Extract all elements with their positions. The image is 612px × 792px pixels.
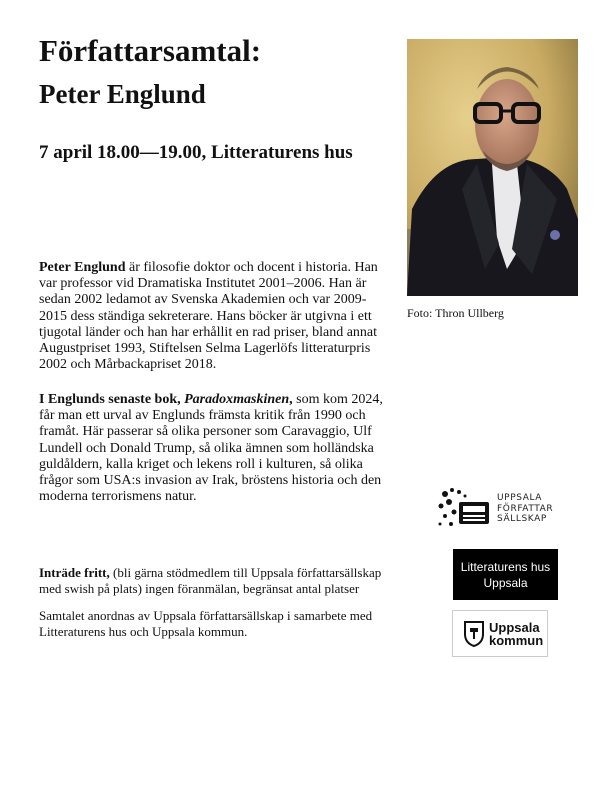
logo-line-sallskap: SÄLLSKAP (497, 514, 547, 524)
organizer-info: Samtalet anordnas av Uppsala författarsällskap i samarbete med Litteraturens hus och Uppsala kommun. (39, 608, 373, 639)
logo-line-forfattar: FÖRFATTAR (497, 503, 554, 514)
logo-line-uppsala: UPPSALA (497, 493, 543, 503)
entry-free-label: Inträde fritt, (39, 565, 110, 580)
typewriter-icon (437, 484, 493, 530)
entry-info (39, 565, 389, 596)
page-title: Författarsamtal: (39, 33, 262, 68)
book-title: Paradoxmaskinen (184, 392, 290, 407)
event-date-location: 7 april 18.00—19.00, Litteraturens hus (39, 142, 353, 163)
litteraturens-hus-logo (453, 549, 558, 600)
book-description (39, 392, 384, 505)
bio-text: är filosofie doktor och docent i historia. Han var professor vid Dramatiska Institutet 2001–2006. Han är sedan 2002 ledamot av Svenska Akademien och var 2009-2015 dess ständiga sekreterare. Hans böcker är utgivna i ett tjugotal länder och han har erhållit en rad priser, bland annat Augustpriset 1993, Stiftelsen Selma Lagerlöfs litteraturpris 2002 och Mårbackapriset 2018. (39, 260, 378, 373)
book-text: som kom 2024, får man ett urval av Englunds främsta kritik från 1990 och framåt. Här passerar så olika personer som Caravaggio, Ulf Lundell och Donald Trump, så olika ämnen som holländska guldåldern, kalla kriget och lekens roll i kulturen, så olika frågor som USA:s invasion av Irak, bröstens historia och den moderna terrorismens natur. (39, 392, 383, 505)
author-photo (407, 39, 578, 296)
entry-text: (bli gärna stödmedlem till Uppsala författarsällskap med swish på plats) ingen föranmälan, begränsat antal platser (39, 565, 382, 596)
litteraturens-hus-line2: Uppsala (483, 575, 528, 590)
coat-of-arms-icon (463, 620, 485, 647)
book-comma: , (289, 392, 293, 407)
book-lead: I Englunds senaste bok, (39, 392, 185, 407)
author-name-heading: Peter Englund (39, 79, 206, 109)
kommun-line2: kommun (489, 633, 544, 648)
kommun-line1: Uppsala (489, 620, 540, 635)
bio-name: Peter Englund (39, 260, 126, 275)
uppsala-forfattarsallskap-logo (437, 484, 567, 530)
uppsala-kommun-logo (452, 610, 548, 657)
litteraturens-hus-line1: Litteraturens hus (460, 559, 551, 574)
photo-caption: Foto: Thron Ullberg (407, 306, 504, 320)
author-bio (39, 260, 384, 373)
